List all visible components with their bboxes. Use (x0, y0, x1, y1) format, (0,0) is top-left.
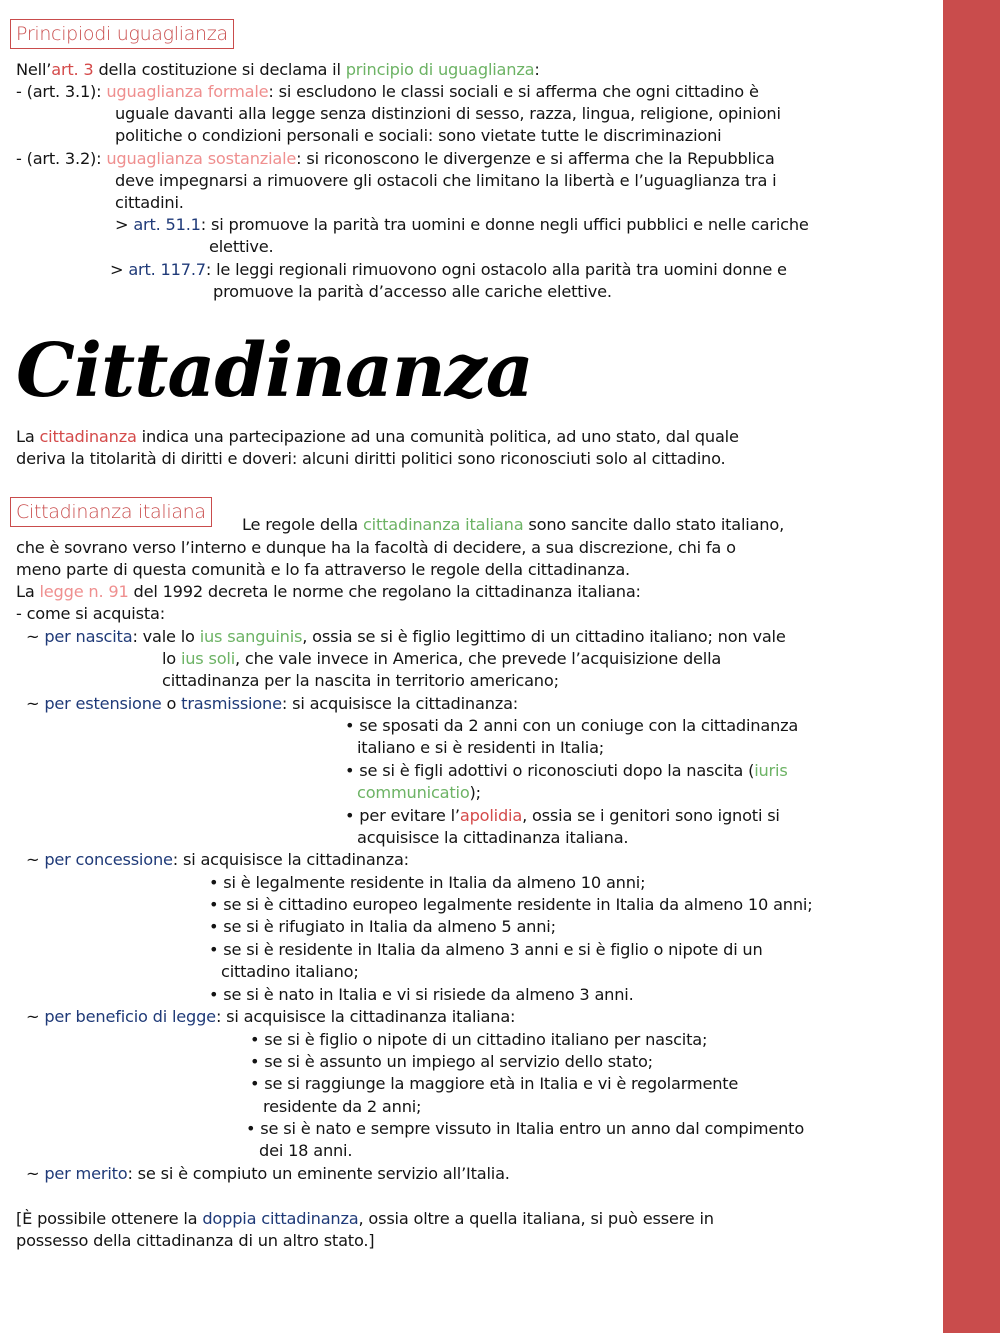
sec1-line-5: - (art. 3.2): uguaglianza sostanziale: si riconoscono le divergenze e si afferma che la Repubblica (16, 149, 775, 168)
sec2-line-4: La legge n. 91 del 1992 decreta le norme che regolano la cittadinanza italiana: (16, 582, 641, 601)
closing-line-2: possesso della cittadinanza di un altro stato.] (16, 1231, 375, 1250)
side-bar (943, 0, 1000, 1333)
nascita-line-3: cittadinanza per la nascita in territorio americano; (162, 671, 559, 690)
estensione-line-1: ~ per estensione o trasmissione: si acquisisce la cittadinanza: (26, 694, 519, 713)
sec2-line-2: che è sovrano verso l’interno e dunque ha la facoltà di decidere, a sua discrezione, chi fa o (16, 538, 736, 557)
concessione-bullet-2: • se si è cittadino europeo legalmente residente in Italia da almeno 10 anni; (209, 894, 812, 916)
closing-line-1: [È possibile ottenere la doppia cittadinanza, ossia oltre a quella italiana, si può essere in (16, 1209, 714, 1228)
beneficio-line-1: ~ per beneficio di legge: si acquisisce la cittadinanza italiana: (26, 1007, 516, 1026)
heading-label: Cittadinanza italiana (10, 497, 212, 527)
sec1-line-3: uguale davanti alla legge senza distinzioni di sesso, razza, lingua, religione, opinioni (115, 104, 781, 123)
sec1-line-4: politiche o condizioni personali e sociali: sono vietate tutte le discriminazioni (115, 126, 722, 145)
sec2-line-3: meno parte di questa comunità e lo fa attraverso le regole della cittadinanza. (16, 560, 630, 579)
page-title: Cittadinanza (16, 328, 533, 414)
sec2-line-5: - come si acquista: (16, 604, 165, 623)
sec1-line-7: cittadini. (115, 193, 184, 212)
sec1-line-1: Nell’art. 3 della costituzione si declama il principio di uguaglianza: (16, 60, 540, 79)
estensione-bullet-3-cont: acquisisce la cittadinanza italiana. (357, 828, 629, 847)
nascita-line-2: lo ius soli, che vale invece in America, che prevede l’acquisizione della (162, 649, 722, 668)
concessione-bullet-4: • se si è residente in Italia da almeno 3 anni e si è figlio o nipote di un (209, 939, 763, 961)
sec1-line-2: - (art. 3.1): uguaglianza formale: si escludono le classi sociali e si afferma che ogni cittadino è (16, 82, 759, 101)
sec1-line-6: deve impegnarsi a rimuovere gli ostacoli che limitano la libertà e l’uguaglianza tra i (115, 171, 777, 190)
concessione-bullet-3: • se si è rifugiato in Italia da almeno 5 anni; (209, 916, 556, 938)
estensione-bullet-1: • se sposati da 2 anni con un coniuge con la cittadinanza (345, 715, 798, 737)
beneficio-bullet-1: • se si è figlio o nipote di un cittadino italiano per nascita; (250, 1029, 707, 1051)
estensione-bullet-1-cont: italiano e si è residenti in Italia; (357, 738, 605, 757)
merito-line: ~ per merito: se si è compiuto un eminente servizio all’Italia. (26, 1164, 510, 1183)
concessione-bullet-5: • se si è nato in Italia e vi si risiede da almeno 3 anni. (209, 984, 634, 1006)
beneficio-bullet-4: • se si è nato e sempre vissuto in Italia entro un anno dal compimento (246, 1118, 804, 1140)
beneficio-bullet-3: • se si raggiunge la maggiore età in Italia e vi è regolarmente (250, 1073, 738, 1095)
estensione-bullet-2: • se si è figli adottivi o riconosciuti dopo la nascita (iuris (345, 760, 788, 782)
sec2-line-1: Le regole della cittadinanza italiana sono sancite dallo stato italiano, (242, 515, 785, 534)
section-heading-cittadinanza-italiana (10, 497, 212, 527)
intro-line-1: La cittadinanza indica una partecipazione ad una comunità politica, ad uno stato, dal quale (16, 427, 739, 446)
estensione-bullet-3: • per evitare l’apolidia, ossia se i genitori sono ignoti si (345, 805, 780, 827)
nascita-line-1: ~ per nascita: vale lo ius sanguinis, ossia se si è figlio legittimo di un cittadino italiano; non vale (26, 627, 786, 646)
sec1-line-10: > art. 117.7: le leggi regionali rimuovono ogni ostacolo alla parità tra uomini donne e (110, 260, 787, 279)
concessione-bullet-4-cont: cittadino italiano; (221, 962, 359, 981)
beneficio-bullet-2: • se si è assunto un impiego al servizio dello stato; (250, 1051, 653, 1073)
sec1-line-8: > art. 51.1: si promuove la parità tra uomini e donne negli uffici pubblici e nelle cariche (115, 215, 809, 234)
concessione-bullet-1: • si è legalmente residente in Italia da almeno 10 anni; (209, 872, 645, 894)
beneficio-bullet-4-cont: dei 18 anni. (259, 1141, 353, 1160)
section-heading-uguaglianza (10, 19, 234, 49)
estensione-bullet-2-cont: communicatio); (357, 783, 481, 802)
heading-label: Principiodi uguaglianza (10, 19, 234, 49)
sec1-line-11: promuove la parità d’accesso alle cariche elettive. (213, 282, 612, 301)
beneficio-bullet-3-cont: residente da 2 anni; (263, 1097, 422, 1116)
intro-line-2: deriva la titolarità di diritti e doveri: alcuni diritti politici sono riconosciuti solo al cittadino. (16, 449, 726, 468)
sec1-line-9: elettive. (209, 237, 274, 256)
concessione-line-1: ~ per concessione: si acquisisce la cittadinanza: (26, 850, 409, 869)
